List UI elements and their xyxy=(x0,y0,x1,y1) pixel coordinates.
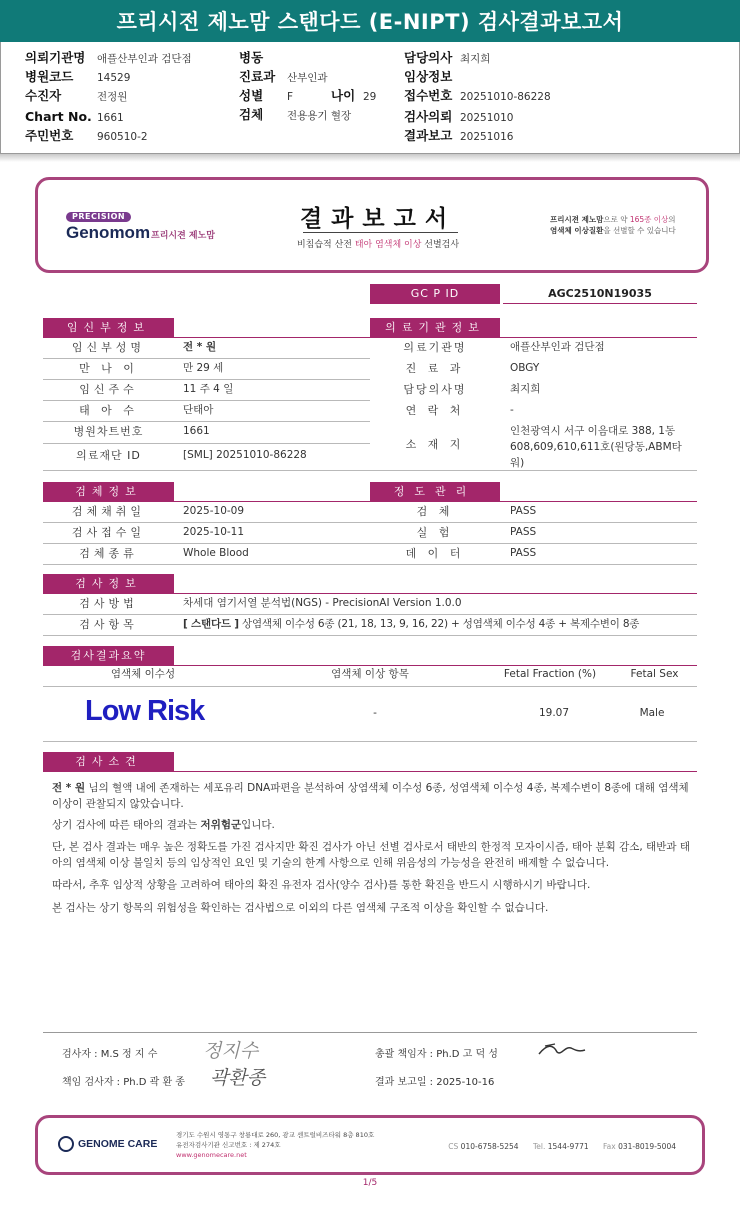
report-subtitle: 비침습적 산전 태아 염색체 이상 선별검사 xyxy=(296,240,460,250)
opinion-paragraph: 단, 본 검사 결과는 매우 높은 정확도를 가진 검사지만 확진 검사가 아닌 선별 검사로서 태반의 한정적 모자이시즘, 태아 분획 감소, 태반과 태아의 염색체 이상 불일치 등의 임상적인 요인 및 기술의 한계 사항으로 인해 위음성의 가능성을 완전히 배제할 수 없습니다. xyxy=(52,841,690,869)
header-field: 성별 F xyxy=(239,88,294,103)
responsible-tester-signature: 곽환종 xyxy=(210,1067,266,1089)
gcpid-value: AGC2510N19035 xyxy=(548,287,652,300)
risk-result: Low Risk xyxy=(85,695,205,727)
banner-description: 프리시젼 제노맘으로 약 165종 이상의 염색체 이상질환을 선별할 수 있습니다 xyxy=(550,215,676,235)
opinion-paragraph: 본 검사는 상기 항목의 위험성을 확인하는 검사법으로 이외의 다른 염색체 구조적 이상을 확인할 수 없습니다. xyxy=(52,902,549,914)
section-institution-info: 의료기관정보 xyxy=(370,318,500,337)
director-signature xyxy=(537,1040,587,1060)
opinion-paragraph: 전 * 원 님의 혈액 내에 존재하는 세포유리 DNA파편을 분석하여 상염색체 이수성 6종, 성염색체 이수성 4종, 복제수변이 8종에 대해 염색체 이상이 관찰되지 않았습니다. xyxy=(52,782,689,810)
report-banner xyxy=(35,177,709,273)
footer-contacts: CS 010-6758-5254 Tel. 1544-9771 Fax 031-8019-5004 xyxy=(448,1142,676,1151)
genome-care-logo-icon xyxy=(58,1136,74,1152)
patient-name: 전 * 원 xyxy=(183,341,217,353)
report-date: 결과 보고일 : 2025-10-16 xyxy=(375,1077,495,1088)
header-field: 주민번호 960510-2 xyxy=(25,128,148,143)
genome-care-logo: GENOME CARE xyxy=(78,1138,158,1150)
section-specimen-info: 검체정보 xyxy=(43,482,174,501)
header-shadow xyxy=(0,154,740,162)
header-field: 접수번호 20251010-86228 xyxy=(404,88,551,103)
tester: 검사자 : M.S 정 지 수 xyxy=(62,1049,158,1060)
divider xyxy=(303,232,458,233)
header-field: 담당의사 최지희 xyxy=(404,50,491,65)
tester-signature: 정지수 xyxy=(203,1040,259,1062)
genomom-logo: Genomom xyxy=(66,223,151,242)
responsible-tester: 책임 검사자 : Ph.D 곽 환 종 xyxy=(62,1077,185,1088)
fetal-sex: Male xyxy=(639,707,665,719)
header-field: 의뢰기관명 애플산부인과 검단점 xyxy=(25,50,192,65)
header-field: 검체 전용용기 혈장 xyxy=(239,107,352,122)
header-field: 검사의뢰 20251010 xyxy=(404,109,514,124)
section-quality-control: 정도관리 xyxy=(370,482,500,501)
gcpid-label: GC P ID xyxy=(370,284,500,304)
section-result-summary: 검사결과요약 xyxy=(43,646,174,665)
report-title-bar: 프리시전 제노맘 스탠다드 (E-NIPT) 검사결과보고서 xyxy=(0,0,740,42)
precision-badge: PRECISION xyxy=(66,212,131,222)
footer-banner xyxy=(35,1115,705,1175)
director: 총괄 책임자 : Ph.D 고 덕 성 xyxy=(375,1049,498,1060)
header-field: 수진자 전정원 xyxy=(25,88,128,103)
header-field: 결과보고 20251016 xyxy=(404,128,514,143)
section-pregnant-info: 임신부정보 xyxy=(43,318,174,337)
patient-header xyxy=(0,42,740,154)
genomom-logo-sub: 프리시젼 제노맘 xyxy=(151,231,215,241)
fetal-fraction: 19.07 xyxy=(538,707,570,719)
header-field: 병원코드 14529 xyxy=(25,69,131,84)
opinion-paragraph: 따라서, 추후 임상적 상황을 고려하여 태아의 확진 유전자 검사(양수 검사)를 통한 확진을 반드시 시행하시기 바랍니다. xyxy=(52,879,591,891)
page-number: 1/5 xyxy=(362,1178,378,1188)
opinion-paragraph: 상기 검사에 따른 태아의 결과는 저위험군입니다. xyxy=(52,819,275,831)
report-heading: 결과보고서 xyxy=(299,206,457,232)
header-field: 임상정보 xyxy=(404,69,453,84)
section-opinion: 검사소견 xyxy=(43,752,174,771)
header-field: 진료과 산부인과 xyxy=(239,69,328,84)
header-field: 병동 xyxy=(239,50,264,65)
header-field: 나이 29 xyxy=(331,88,377,103)
header-field: Chart No. 1661 xyxy=(25,109,124,124)
section-test-info: 검사정보 xyxy=(43,574,174,593)
footer-address: 경기도 수원시 영통구 창룡대로 260, 광교 센트럴비즈타워 8층 810호 유전자검사기관 신고번호 : 제 274호 www.genomecare.net xyxy=(176,1131,375,1159)
